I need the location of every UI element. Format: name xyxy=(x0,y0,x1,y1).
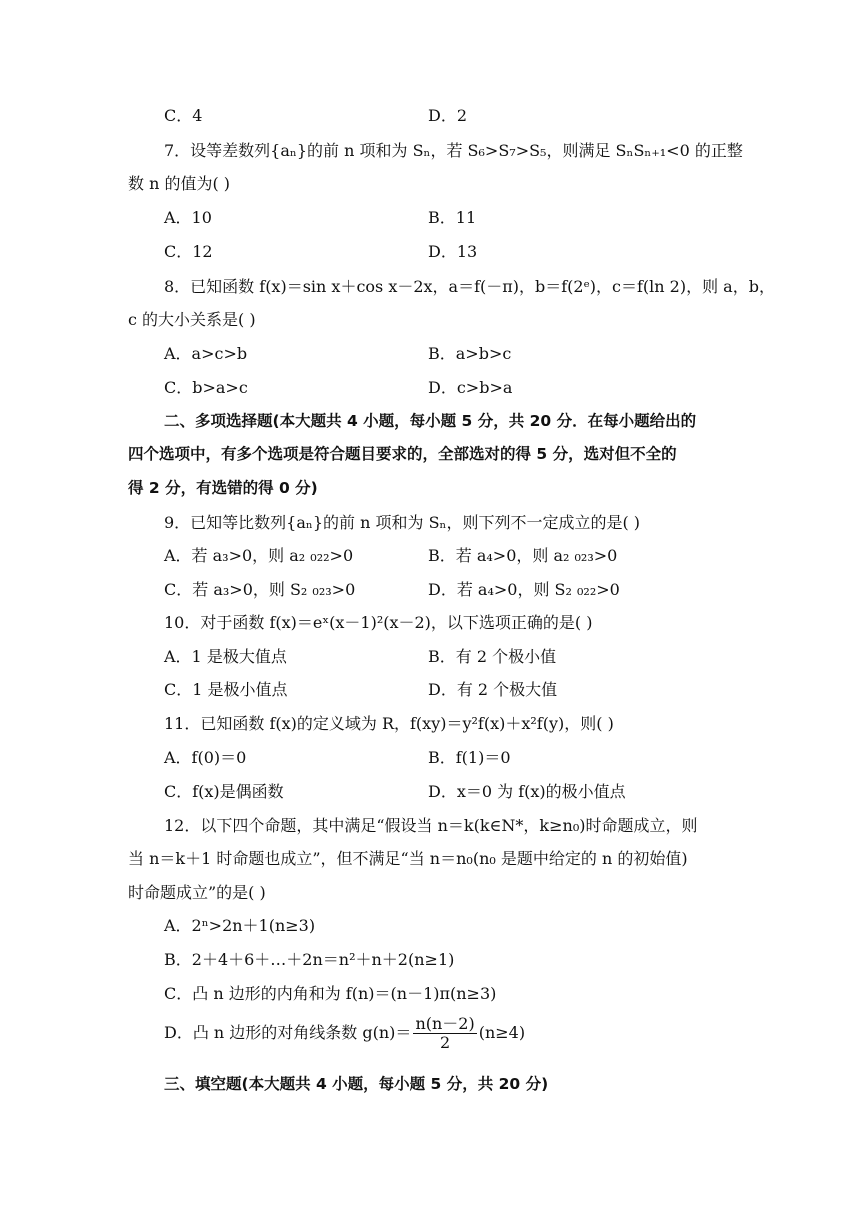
q10-option-c: C．1 是极小值点 xyxy=(164,680,288,699)
q12-option-c: C．凸 n 边形的内角和为 f(n)＝(n－1)π(n≥3) xyxy=(164,984,497,1003)
q8-option-a: A．a>c>b xyxy=(164,344,248,363)
q7-stem-line1: 7．设等差数列{aₙ}的前 n 项和为 Sₙ，若 S₆>S₇>S₅，则满足 SₙSₙ₊₁<0 的正整 xyxy=(164,141,743,160)
q8-stem-line1: 8．已知函数 f(x)＝sin x＋cos x－2x，a＝f(－π)，b＝f(2ᵉ)，c＝f(ln 2)，则 a，b， xyxy=(164,277,775,296)
q8-option-c: C．b>a>c xyxy=(164,378,248,397)
q11-option-c: C．f(x)是偶函数 xyxy=(164,782,284,801)
section2-heading-line2: 四个选项中，有多个选项是符合题目要求的，全部选对的得 5 分，选对但不全的 xyxy=(128,445,677,463)
q6-option-c: C．4 xyxy=(164,106,203,125)
q9-option-a: A．若 a₃>0，则 a₂ ₀₂₂>0 xyxy=(164,546,354,565)
q9-stem: 9．已知等比数列{aₙ}的前 n 项和为 Sₙ，则下列不一定成立的是( ) xyxy=(164,513,641,532)
q10-stem: 10．对于函数 f(x)＝eˣ(x－1)²(x－2)，以下选项正确的是( ) xyxy=(164,613,593,632)
q9-option-d: D．若 a₄>0，则 S₂ ₀₂₂>0 xyxy=(428,580,620,599)
q12-stem-line3: 时命题成立”的是( ) xyxy=(128,883,266,902)
q12-option-a: A．2ⁿ>2n＋1(n≥3) xyxy=(164,916,316,935)
q11-stem: 11．已知函数 f(x)的定义域为 R，f(xy)＝y²f(x)＋x²f(y)，则( ) xyxy=(164,714,614,733)
q6-option-d: D．2 xyxy=(428,106,468,125)
q12-stem-line1: 12．以下四个命题，其中满足“假设当 n＝k(k∈N*，k≥n₀)时命题成立，则 xyxy=(164,816,698,835)
q8-option-d: D．c>b>a xyxy=(428,378,513,397)
q7-option-c: C．12 xyxy=(164,242,213,261)
q10-option-d: D．有 2 个极大值 xyxy=(428,680,558,699)
q9-option-c: C．若 a₃>0，则 S₂ ₀₂₃>0 xyxy=(164,580,356,599)
q8-option-b: B．a>b>c xyxy=(428,344,512,363)
section3-heading: 三、填空题(本大题共 4 小题，每小题 5 分，共 20 分) xyxy=(164,1075,549,1093)
q10-option-a: A．1 是极大值点 xyxy=(164,647,287,666)
q12-option-d-prefix: D．凸 n 边形的对角线条数 g(n)＝ xyxy=(164,1023,412,1042)
q12-option-d xyxy=(164,1014,525,1052)
q7-option-b: B．11 xyxy=(428,208,477,227)
q12-stem-line2: 当 n＝k＋1 时命题也成立”，但不满足“当 n＝n₀(n₀ 是题中给定的 n 的初始值) xyxy=(128,849,688,868)
section2-heading-line3: 得 2 分，有选错的得 0 分) xyxy=(128,479,318,497)
section2-heading-line1: 二、多项选择题(本大题共 4 小题，每小题 5 分，共 20 分．在每小题给出的 xyxy=(164,412,697,430)
q8-stem-line2: c 的大小关系是( ) xyxy=(128,310,256,329)
q7-stem-line2: 数 n 的值为( ) xyxy=(128,174,231,193)
q12-option-b: B．2＋4＋6＋…＋2n＝n²＋n＋2(n≥1) xyxy=(164,950,455,969)
fraction-numerator: n(n－2) xyxy=(415,1014,475,1033)
q9-option-b: B．若 a₄>0，则 a₂ ₀₂₃>0 xyxy=(428,546,618,565)
q7-option-d: D．13 xyxy=(428,242,478,261)
q7-option-a: A．10 xyxy=(164,208,212,227)
q12-option-d-fraction xyxy=(413,1015,476,1052)
q10-option-b: B．有 2 个极小值 xyxy=(428,647,557,666)
q11-option-a: A．f(0)＝0 xyxy=(164,748,247,767)
q11-option-b: B．f(1)＝0 xyxy=(428,748,511,767)
fraction-denominator: 2 xyxy=(439,1033,451,1052)
q11-option-d: D．x＝0 为 f(x)的极小值点 xyxy=(428,782,626,801)
q12-option-d-suffix: (n≥4) xyxy=(478,1023,526,1042)
